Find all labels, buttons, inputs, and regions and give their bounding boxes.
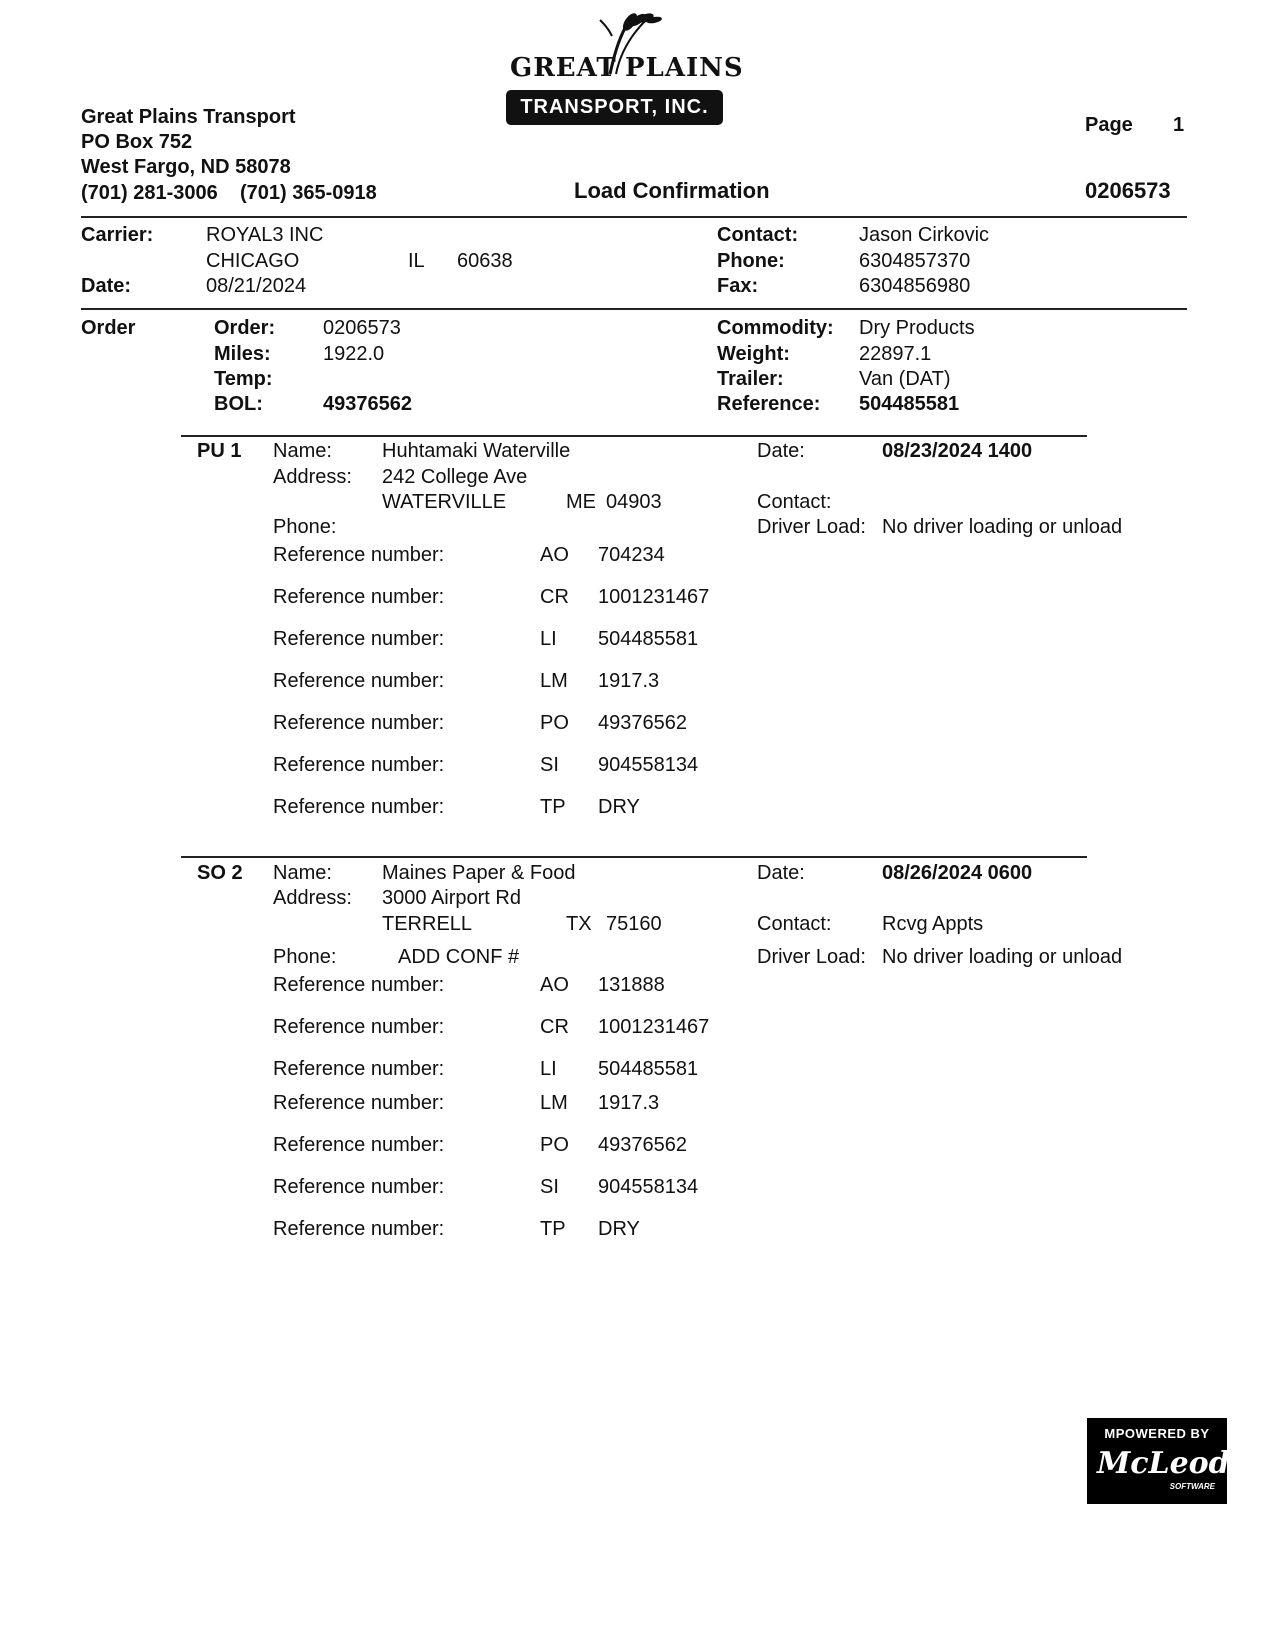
stop-state: ME [566, 491, 596, 513]
badge-line-3: SOFTWARE [1169, 1482, 1215, 1491]
stop-phone-label: Phone: [273, 516, 337, 538]
stop-name-label: Name: [273, 862, 332, 884]
ref-type: AO [540, 974, 569, 996]
stop-contact-label: Contact: [757, 491, 832, 513]
driver-load-label: Driver Load: [757, 516, 866, 538]
date-label: Date: [81, 275, 132, 297]
document-title: Load Confirmation [574, 178, 770, 203]
company-phone-1: (701) 281-3006 [81, 182, 218, 204]
stop-address: 3000 Airport Rd [382, 887, 521, 909]
ref-value: 49376562 [598, 712, 687, 734]
carrier-state: IL [408, 250, 425, 272]
ref-label: Reference number: [273, 1134, 445, 1156]
divider [181, 856, 1087, 858]
order-number: 0206573 [323, 317, 401, 339]
powered-by-mcleod-logo [1087, 1418, 1230, 1504]
carrier-date: 08/21/2024 [206, 275, 307, 297]
divider [81, 216, 1187, 218]
ref-value: 904558134 [598, 1176, 699, 1198]
ref-type: SI [540, 1176, 559, 1198]
stop-phone: ADD CONF # [398, 946, 520, 968]
ref-label: Reference number: [273, 1058, 445, 1080]
carrier-zip: 60638 [457, 250, 513, 272]
badge-line-1: MPOWERED BY [1104, 1426, 1210, 1441]
ref-type: PO [540, 1134, 569, 1156]
ref-value: DRY [598, 1218, 640, 1240]
phone-label: Phone: [717, 250, 785, 272]
company-address-1: PO Box 752 [81, 131, 193, 153]
ref-label: Reference number: [273, 1176, 445, 1198]
carrier-name: ROYAL3 INC [206, 224, 324, 246]
stop-state: TX [566, 913, 592, 935]
company-name: Great Plains Transport [81, 106, 296, 128]
stop-contact: Rcvg Appts [882, 913, 984, 935]
stop-address: 242 College Ave [382, 466, 528, 488]
temp-label: Temp: [214, 368, 273, 390]
driver-load: No driver loading or unload [882, 516, 1123, 538]
logo-word-great: GREAT [510, 53, 617, 83]
reference-label: Reference: [717, 393, 821, 415]
ref-label: Reference number: [273, 796, 445, 818]
ref-type: CR [540, 1016, 569, 1038]
ref-label: Reference number: [273, 712, 445, 734]
stop-date: 08/26/2024 0600 [882, 862, 1033, 884]
ref-value: 1001231467 [598, 1016, 710, 1038]
ref-label: Reference number: [273, 1016, 445, 1038]
stop-name: Huhtamaki Waterville [382, 440, 571, 462]
order-reference: 504485581 [859, 393, 960, 415]
logo-tagline: TRANSPORT, INC. [506, 90, 723, 125]
ref-value: 49376562 [598, 1134, 687, 1156]
ref-value: 1917.3 [598, 1092, 660, 1114]
stop-name-label: Name: [273, 440, 332, 462]
stop-date-label: Date: [757, 440, 805, 462]
carrier-contact: Jason Cirkovic [859, 224, 990, 246]
ref-type: LM [540, 1092, 568, 1114]
ref-value: 704234 [598, 544, 665, 566]
carrier-label: Carrier: [81, 224, 154, 246]
stop-code: PU 1 [197, 440, 242, 462]
commodity-label: Commodity: [717, 317, 834, 339]
stop-zip: 04903 [606, 491, 662, 513]
ref-value: 1001231467 [598, 586, 710, 608]
page-label: Page [1085, 114, 1133, 136]
order-section-label: Order [81, 317, 136, 339]
ref-value: DRY [598, 796, 640, 818]
divider [181, 435, 1087, 437]
order-miles: 1922.0 [323, 343, 385, 365]
trailer-label: Trailer: [717, 368, 784, 390]
stop-name: Maines Paper & Food [382, 862, 576, 884]
stop-phone-label: Phone: [273, 946, 337, 968]
ref-type: TP [540, 1218, 566, 1240]
logo-word-plains: PLAINS [625, 53, 744, 83]
ref-type: LI [540, 628, 557, 650]
badge-line-2: McLeod [1097, 1446, 1230, 1481]
ref-label: Reference number: [273, 754, 445, 776]
stop-code: SO 2 [197, 862, 243, 884]
ref-label: Reference number: [273, 1218, 445, 1240]
stop-zip: 75160 [606, 913, 662, 935]
ref-label: Reference number: [273, 544, 445, 566]
carrier-phone: 6304857370 [859, 250, 971, 272]
weight-label: Weight: [717, 343, 790, 365]
document-number: 0206573 [1085, 178, 1171, 203]
ref-value: 504485581 [598, 628, 699, 650]
stop-date-label: Date: [757, 862, 805, 884]
order-weight: 22897.1 [859, 343, 932, 365]
ref-type: CR [540, 586, 569, 608]
driver-load: No driver loading or unload [882, 946, 1123, 968]
ref-type: PO [540, 712, 569, 734]
company-phone-2: (701) 365-0918 [240, 182, 377, 204]
stop-address-label: Address: [273, 466, 352, 488]
driver-load-label: Driver Load: [757, 946, 866, 968]
ref-value: 504485581 [598, 1058, 699, 1080]
order-trailer: Van (DAT) [859, 368, 951, 390]
bol-label: BOL: [214, 393, 263, 415]
ref-type: LM [540, 670, 568, 692]
stop-date: 08/23/2024 1400 [882, 440, 1033, 462]
ref-value: 131888 [598, 974, 665, 996]
page-number: 1 [1173, 114, 1185, 136]
stop-address-label: Address: [273, 887, 352, 909]
ref-label: Reference number: [273, 670, 445, 692]
ref-type: SI [540, 754, 559, 776]
stop-contact-label: Contact: [757, 913, 832, 935]
ref-value: 904558134 [598, 754, 699, 776]
ref-type: LI [540, 1058, 557, 1080]
ref-label: Reference number: [273, 1092, 445, 1114]
stop-city: TERRELL [382, 913, 473, 935]
carrier-city: CHICAGO [206, 250, 300, 272]
order-label: Order: [214, 317, 276, 339]
order-bol: 49376562 [323, 393, 412, 415]
fax-label: Fax: [717, 275, 759, 297]
carrier-fax: 6304856980 [859, 275, 971, 297]
order-commodity: Dry Products [859, 317, 975, 339]
ref-label: Reference number: [273, 974, 445, 996]
ref-type: TP [540, 796, 566, 818]
contact-label: Contact: [717, 224, 799, 246]
company-address-2: West Fargo, ND 58078 [81, 156, 291, 178]
miles-label: Miles: [214, 343, 271, 365]
ref-label: Reference number: [273, 586, 445, 608]
stop-city: WATERVILLE [382, 491, 507, 513]
divider [81, 308, 1187, 310]
ref-value: 1917.3 [598, 670, 660, 692]
ref-label: Reference number: [273, 628, 445, 650]
ref-type: AO [540, 544, 569, 566]
